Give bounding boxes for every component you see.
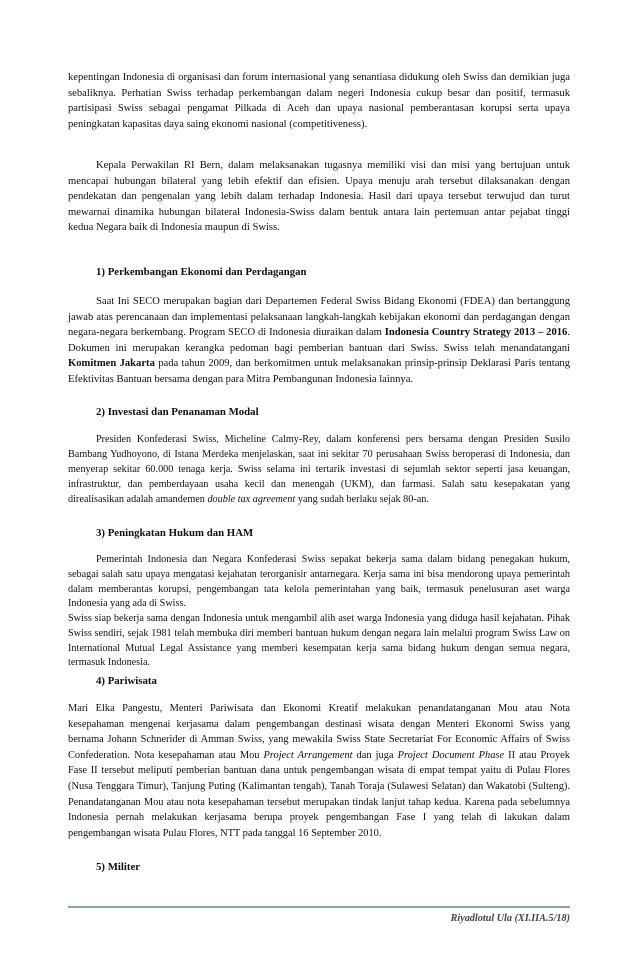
heading-investasi-modal: 2) Investasi dan Penanaman Modal (96, 406, 259, 418)
text-run: Presiden Konfederasi Swiss, Micheline Calmy-Rey, dalam konferensi pers bersama dengan Presiden Susilo Bambang Yudhoyono, di Istana Merdeka menjelaskan, saat ini sekitar 70 perusahaan Swiss beroperasi di Indonesia, dan menyerap sekitar 60.000 tenaga kerja. Swiss selama ini tertarik investasi di sejumlah sektor seperti jasa keuangan, infrastruktur, dan pemberdayaan usaha kecil dan menengah (UKM), dan farmasi. Salah satu kesepakatan yang direalisasikan adalah amandemen (68, 434, 570, 505)
bold-komitmen-jakarta: Komitmen Jakarta (68, 358, 155, 370)
text-run: pada tahun 2009, dan berkomitmen untuk melaksanakan prinsip-prinsip Deklarasi Paris tentang Efektivitas Bantuan bersama dengan para Mitra Pembangunan Indonesia lainnya. (68, 358, 570, 385)
heading-hukum-ham: 3) Peningkatan Hukum dan HAM (96, 527, 254, 539)
bold-country-strategy: Indonesia Country Strategy 2013 – 2016 (384, 327, 568, 339)
italic-project-document-phase: Project Document Phase (397, 749, 505, 761)
footer-author: Riyadlotul Ula (XI.IIA.5/18) (450, 913, 570, 924)
paragraph-investasi (68, 432, 570, 507)
text-run: yang sudah berlaku sejak 80-an. (295, 494, 429, 505)
text-run: II atau Proyek Fase II tersebut meliputi pemberian bantuan dana untuk pengembangan wisata di empat tempat yaitu di Pulau Flores (Nusa Tenggara Timur), Tanjung Puting (Kalimantan tengah), Tanah Toraja (Sulawesi Selatan) dan Wakatobi (Sulteng). Penandatanganan Mou atau nota kesepahaman tersebut merupakan tindak lanjut tahap kedua. Karena pada sebelumnya Indonesia pernah melakukan kerjasama berupa proyek pengembangan Fase I yang telah di lakukan dalam pengembangan wisata Pulau Flores, NTT pada tanggal 16 September 2010. (68, 749, 570, 839)
heading-pariwisata: 4) Pariwisata (96, 675, 157, 687)
paragraph-seco (68, 294, 570, 388)
text-run: Mari Elka Pangestu, Menteri Pariwisata dan Ekonomi Kreatif melakukan penandatanganan Mou atau Nota kesepahaman mengenai kerjasama dalam pengembangan destinasi wisata dengan Menteri Ekonomi Swiss yang bernama Johann Schnerider di Amman Swiss, yang mewakila Swiss State Secretariat For Economic Affairs of Swiss Confederation. Nota kesepahaman atau Mou (68, 703, 570, 761)
paragraph-hukum: Pemerintah Indonesia dan Negara Konfederasi Swiss sepakat bekerja sama dalam bidang penegakan hukum, sebagai salah satu upaya mengatasi kejahatan terorganisir antarnegara. Kerja sama ini bisa mendorong upaya pemerintah dalam memberantas korupsi, pengembangan tata kelola pemerintahan yang baik, termasuk penelusuran aset warga Indonesia yang ada di Swiss. (68, 554, 570, 610)
paragraph-kepala-perwakilan: Kepala Perwakilan RI Bern, dalam melaksanakan tugasnya memiliki visi dan misi yang bertujuan untuk mencapai hubungan bilateral yang lebih efektif dan efisien. Upaya menuju arah tersebut dilaksanakan dengan pendekatan dan pengenalan yang lebih dalam terhadap Indonesia. Hasil dari upaya tersebut terwujud dan turut mewarnai dinamika hubungan bilateral Indonesia-Swiss dalam bentuk antara lain pertemuan antar pejabat tinggi kedua Negara baik di Indonesia maupun di Swiss. (68, 160, 570, 234)
paragraph-pariwisata (68, 701, 570, 841)
paragraph-intro: kepentingan Indonesia di organisasi dan forum internasional yang senantiasa didukung oleh Swiss dan demikian juga sebaliknya. Perhatian Swiss terhadap perkembangan dalam negeri Indonesia cukup besar dan positif, termasuk partisipasi Swiss sebagai pengamat Pilkada di Aceh dan upaya nasional pemberantasan korupsi serta upaya peningkatan kapasitas daya saing ekonomi nasional (competitiveness). (68, 72, 570, 130)
paragraph-aset: Swiss siap bekerja sama dengan Indonesia untuk mengambil alih aset warga Indonesia yang diduga hasil kejahatan. Pihak Swiss sendiri, sejak 1981 telah membuka diri memberi bantuan hukum dengan negara lain melalui program Swiss Law on International Mutual Legal Assistance yang memberi kesempatan kerja sama bidang hukum dengan semua negara, termasuk Indonesia. (68, 613, 570, 669)
heading-militer: 5) Militer (96, 861, 141, 873)
text-run: dan juga (352, 749, 398, 761)
text-run: Saat Ini SECO merupakan bagian dari Departemen Federal Swiss Bidang Ekonomi (FDEA) dan bertanggung jawab atas perencanaan dan implementasi pelaksanaan langkah-langkah kebijakan ekonomi dan perdagangan dengan negara-negara berkembang. Program SECO di Indonesia diuraikan dalam (68, 296, 570, 339)
footer-divider (68, 906, 570, 908)
italic-project-arrangement: Project Arrangement (263, 749, 353, 761)
heading-ekonomi-perdagangan: 1) Perkembangan Ekonomi dan Perdagangan (96, 266, 307, 278)
text-run: . Dokumen ini merupakan kerangka pedoman bagi pemberian bantuan dari Swiss. Swiss telah menandatangani (68, 327, 571, 354)
italic-double-tax: double tax agreement (207, 494, 296, 505)
